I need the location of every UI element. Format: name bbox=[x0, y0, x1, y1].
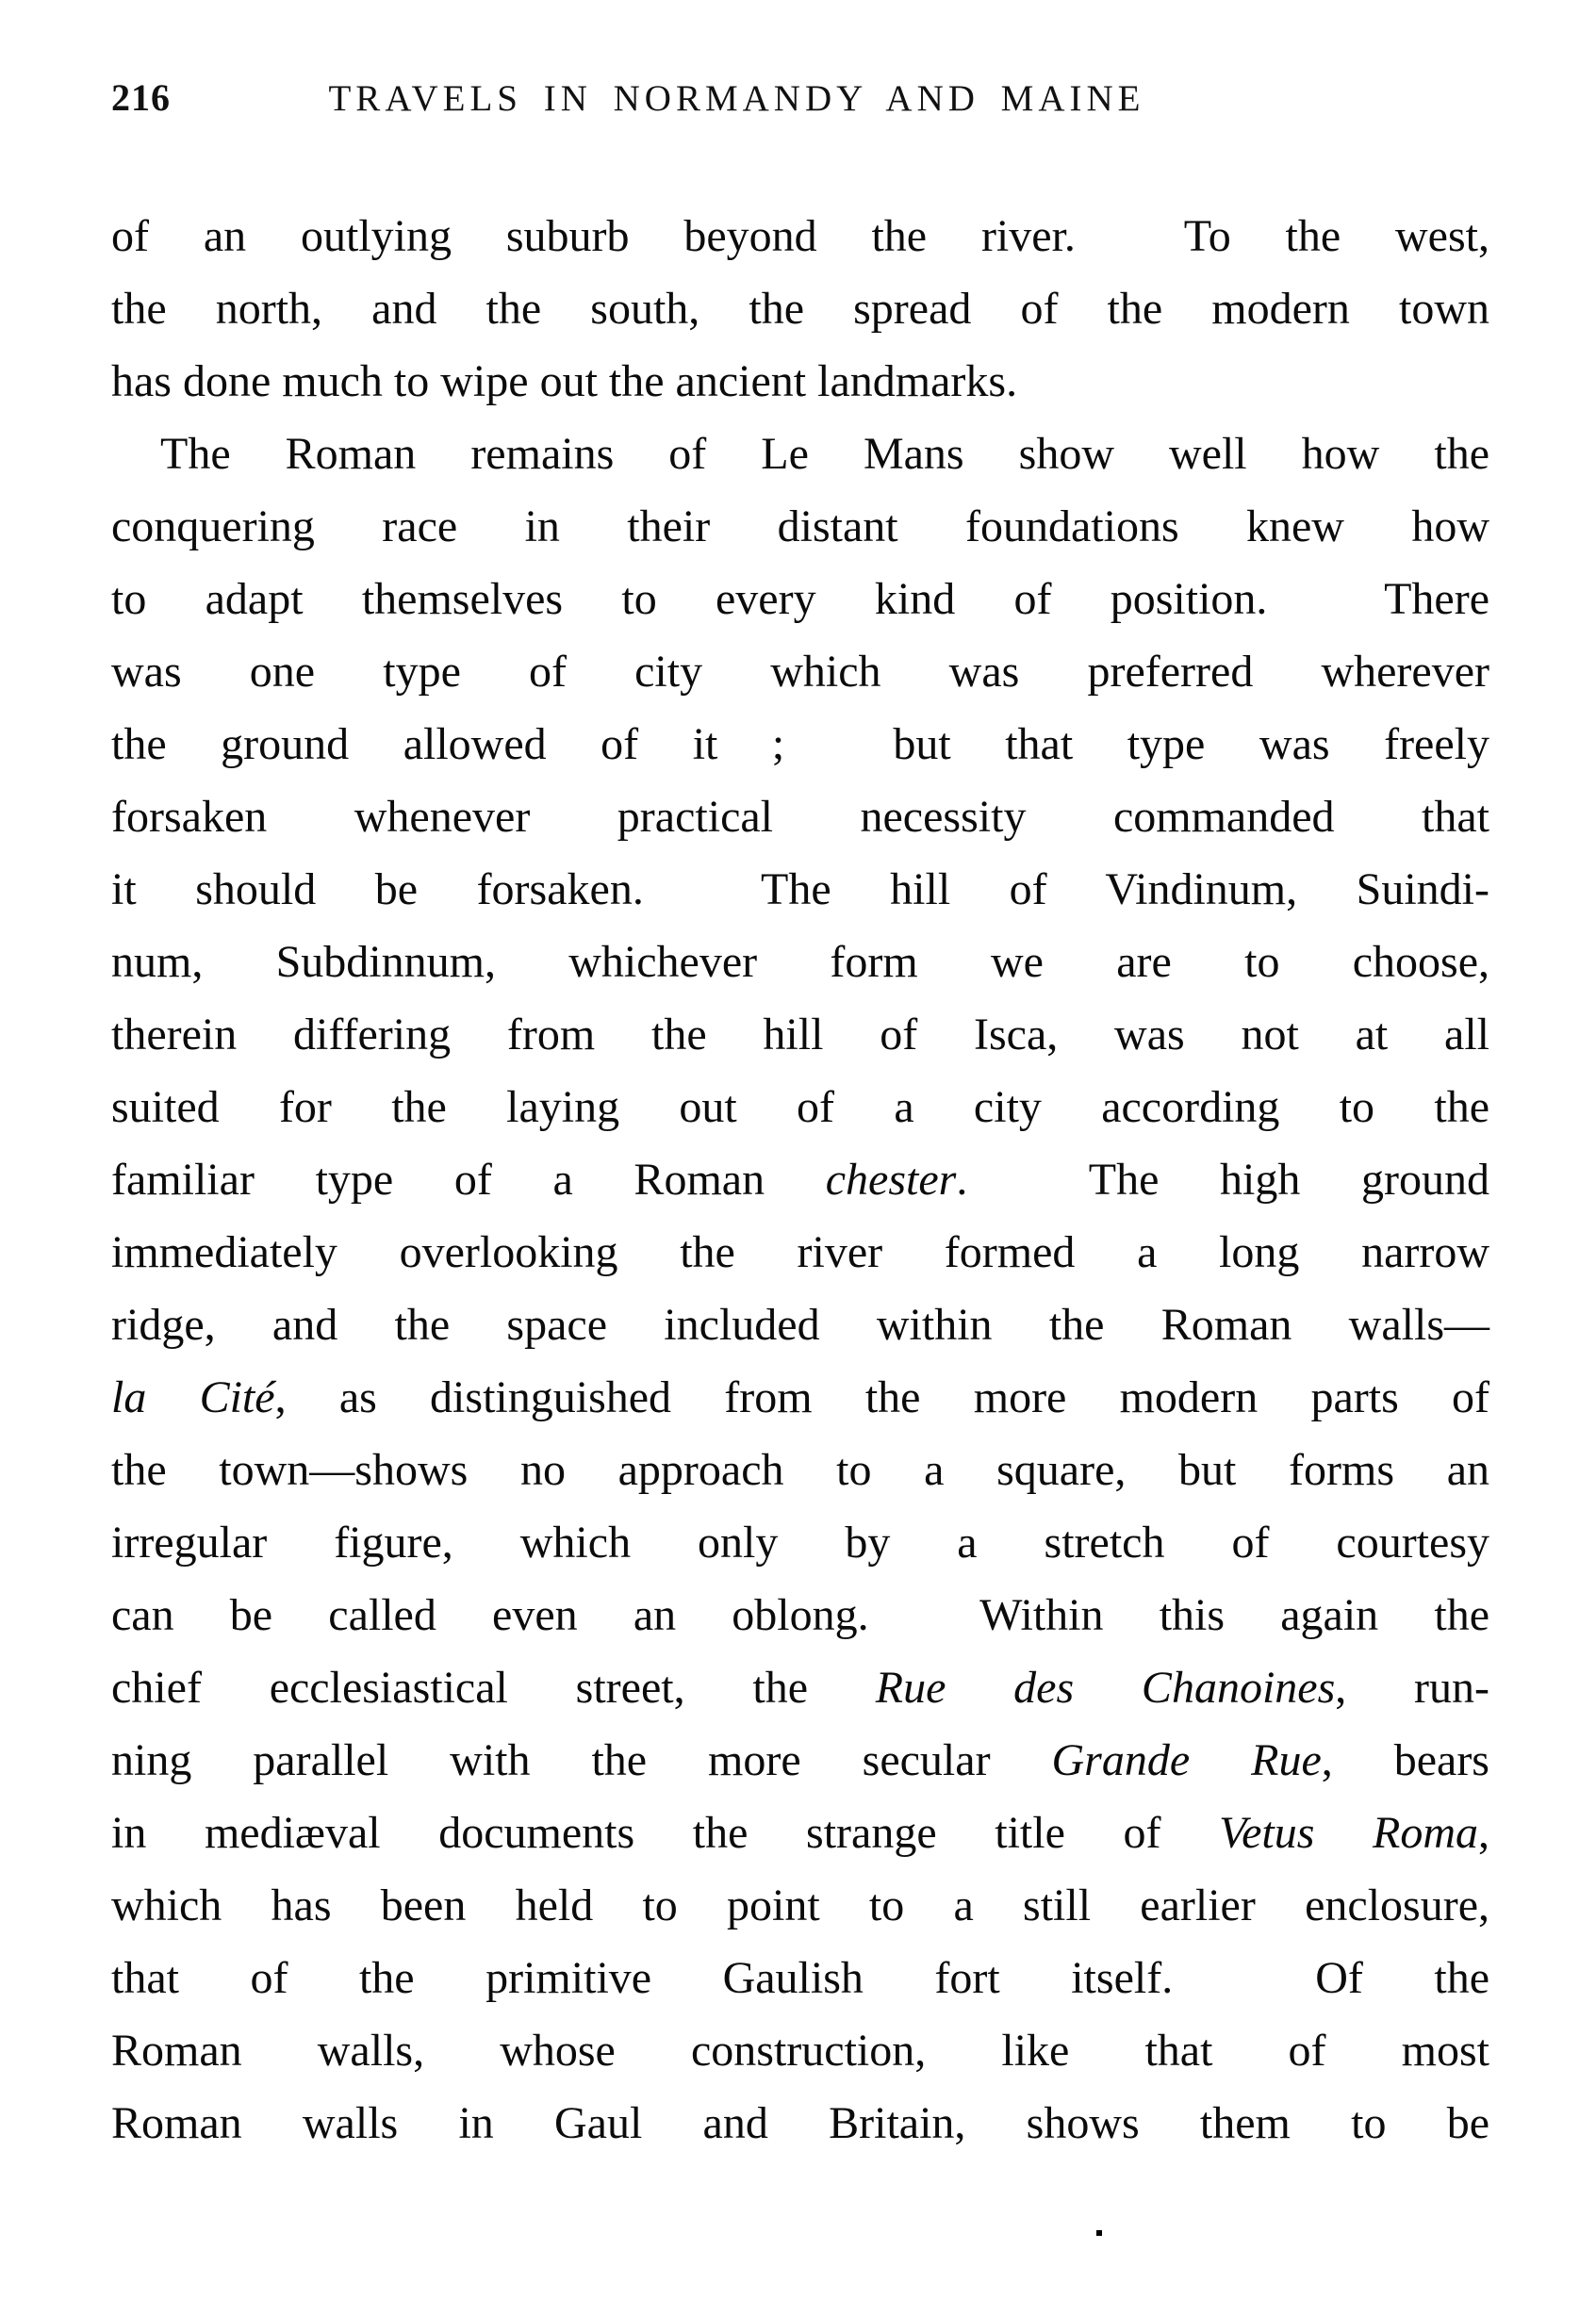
ink-speck bbox=[1096, 2230, 1102, 2236]
text-line: ridge, and the space included within the Roman walls— bbox=[111, 1300, 1489, 1350]
text-line: Roman walls in Gaul and Britain, shows them to be bbox=[111, 2098, 1489, 2148]
text-line: to adapt themselves to every kind of position. There bbox=[111, 574, 1489, 624]
text-line: can be called even an oblong. Within this again the bbox=[111, 1590, 1489, 1640]
text-line: has done much to wipe out the ancient landmarks. bbox=[111, 356, 1018, 406]
text-line: The Roman remains of Le Mans show well how the bbox=[160, 429, 1489, 479]
text-line: num, Subdinnum, whichever form we are to choose, bbox=[111, 937, 1489, 987]
text-line: chief ecclesiastical street, the Rue des Chanoines, run- bbox=[111, 1663, 1490, 1713]
text-line: the north, and the south, the spread of the modern town bbox=[111, 284, 1489, 334]
page-text bbox=[111, 200, 1489, 2159]
page-number: 216 bbox=[111, 76, 171, 119]
text-line: forsaken whenever practical necessity commanded that bbox=[111, 792, 1489, 842]
text-line: la Cité, as distinguished from the more modern parts of bbox=[111, 1372, 1489, 1422]
text-line: the ground allowed of it ; but that type was freely bbox=[111, 719, 1489, 769]
text-line: of an outlying suburb beyond the river. To the west, bbox=[111, 211, 1489, 261]
text-line: which has been held to point to a still earlier enclosure, bbox=[111, 1880, 1489, 1930]
running-header-title: TRAVELS IN NORMANDY AND MAINE bbox=[328, 78, 1145, 119]
text-line: ning parallel with the more secular Grande Rue, bears bbox=[111, 1735, 1489, 1785]
text-line: immediately overlooking the river formed a long narrow bbox=[111, 1227, 1489, 1277]
text-line: Roman walls, whose construction, like that of most bbox=[111, 2026, 1489, 2076]
text-line: conquering race in their distant foundations knew how bbox=[111, 501, 1489, 551]
text-line: familiar type of a Roman chester. The high ground bbox=[111, 1155, 1489, 1205]
text-line: therein differing from the hill of Isca, was not at all bbox=[111, 1010, 1489, 1059]
text-line: was one type of city which was preferred wherever bbox=[111, 647, 1489, 697]
text-line: it should be forsaken. The hill of Vindinum, Suindi- bbox=[111, 864, 1489, 914]
text-line: that of the primitive Gaulish fort itself. Of the bbox=[111, 1953, 1489, 2003]
text-line: irregular figure, which only by a stretch of courtesy bbox=[111, 1518, 1489, 1568]
text-line: the town—shows no approach to a square, but forms an bbox=[111, 1445, 1489, 1495]
text-line: suited for the laying out of a city according to the bbox=[111, 1082, 1489, 1132]
text-line: in mediæval documents the strange title of Vetus Roma, bbox=[111, 1808, 1489, 1858]
